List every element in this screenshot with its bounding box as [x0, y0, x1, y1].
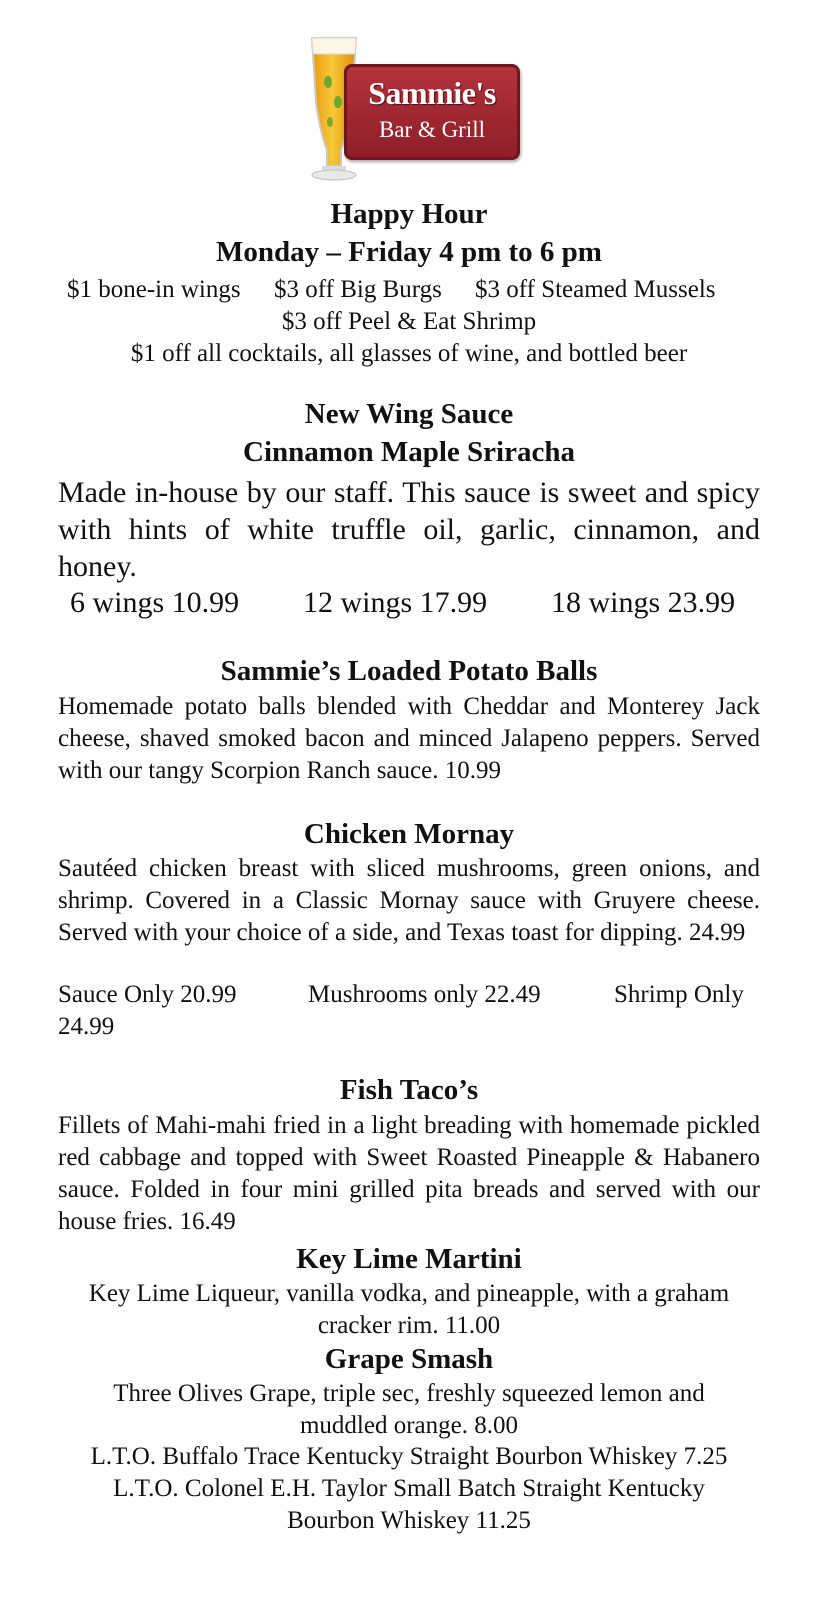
- wing-price-12: 12 wings 17.99: [303, 586, 488, 619]
- deal-burgs: $3 off Big Burgs: [274, 276, 442, 303]
- chicken-mornay-description: Sautéed chicken breast with sliced mushrooms, green onions, and shrimp. Covered in a Classic Mornay sauce with Gruyere cheese. Served with your choice of a side, and Texas toast for dipping. 24.99: [58, 855, 760, 946]
- deal-mussels: $3 off Steamed Mussels: [475, 276, 716, 303]
- potato-balls-description: Homemade potato balls blended with Cheddar and Monterey Jack cheese, shaved smoked bacon and minced Jalapeno peppers. Served with our tangy Scorpion Ranch sauce. 10.99: [58, 693, 760, 784]
- key-lime-line-1: Key Lime Liqueur, vanilla vodka, and pineapple, with a graham: [88, 1280, 730, 1307]
- grape-smash-line-2: muddled orange. 8.00: [299, 1412, 518, 1439]
- grape-smash-line-1: Three Olives Grape, triple sec, freshly squeezed lemon and: [113, 1380, 705, 1407]
- grape-smash-title: Grape Smash: [324, 1343, 494, 1375]
- happy-hour-hours: Monday – Friday 4 pm to 6 pm: [216, 236, 602, 268]
- deal-drinks: $1 off all cocktails, all glasses of wine, and bottled beer: [130, 340, 688, 367]
- lto-colonel-taylor: L.T.O. Colonel E.H. Taylor Small Batch Straight Kentucky: [113, 1475, 705, 1502]
- lto-buffalo-trace: L.T.O. Buffalo Trace Kentucky Straight Bourbon Whiskey 7.25: [90, 1443, 728, 1470]
- option-sauce-only: Sauce Only 20.99: [58, 981, 237, 1008]
- potato-balls-title: Sammie’s Loaded Potato Balls: [220, 655, 598, 687]
- happy-hour-title: Happy Hour: [330, 198, 488, 230]
- option-shrimp-only: Shrimp Only: [614, 981, 744, 1008]
- key-lime-line-2: cracker rim. 11.00: [317, 1312, 501, 1339]
- sammies-logo: [300, 30, 530, 190]
- lto-colonel-taylor-cont: Bourbon Whiskey 11.25: [287, 1507, 531, 1534]
- logo-subtitle: Bar & Grill: [378, 117, 486, 142]
- option-mushrooms-only: Mushrooms only 22.49: [308, 981, 541, 1008]
- wing-price-6: 6 wings 10.99: [70, 586, 240, 619]
- wing-price-18: 18 wings 23.99: [551, 586, 736, 619]
- fish-tacos-description: Fillets of Mahi-mahi fried in a light breading with homemade pickled red cabbage and topped with Sweet Roasted Pineapple & Habanero sauce. Folded in four mini grilled pita breads and served with our house fries. 16.49: [58, 1112, 760, 1235]
- fish-tacos-title: Fish Taco’s: [339, 1074, 479, 1106]
- wing-sauce-title: New Wing Sauce: [304, 398, 514, 430]
- key-lime-title: Key Lime Martini: [296, 1243, 522, 1275]
- chicken-mornay-title: Chicken Mornay: [303, 818, 515, 850]
- option-shrimp-price: 24.99: [58, 1013, 115, 1040]
- wing-sauce-name: Cinnamon Maple Sriracha: [243, 436, 575, 468]
- deal-wings: $1 bone-in wings: [67, 276, 241, 303]
- wing-sauce-description: Made in-house by our staff. This sauce is sweet and spicy with hints of white truffle oil, garlic, cinnamon, and honey.: [58, 476, 760, 583]
- logo-sign: [344, 64, 520, 160]
- deal-shrimp: $3 off Peel & Eat Shrimp: [281, 308, 537, 335]
- logo-name: Sammie's: [368, 75, 496, 111]
